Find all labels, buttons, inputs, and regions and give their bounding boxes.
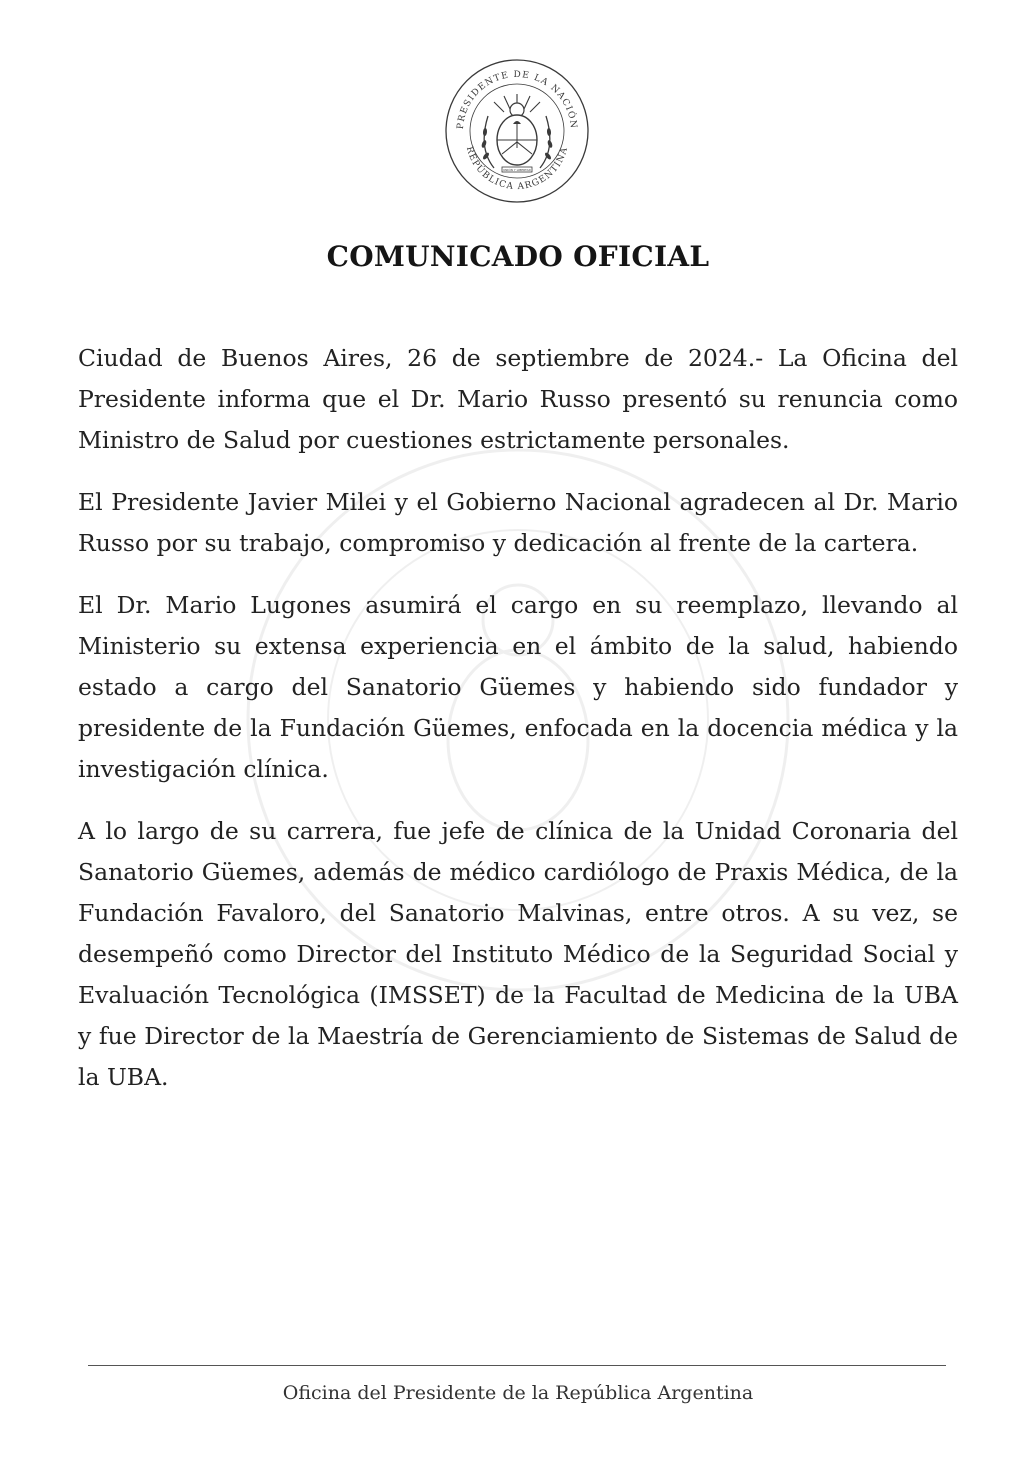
paragraph-2: El Presidente Javier Milei y el Gobierno Nacional agradecen al Dr. Mario Russo por su trabajo, compromiso y dedicación al frente de la cartera. [78,488,958,557]
paragraph-4: A lo largo de su carrera, fue jefe de clínica de la Unidad Coronaria del Sanatorio Güemes, además de médico cardiólogo de Praxis Médica, de la Fundación Favaloro, del Sanatorio Malvinas, entre otros. A su vez, se desempeñó como Director del Instituto Médico de la Seguridad Social y Evaluación Tecnológica (IMSSET) de la Facultad de Medicina de la UBA y fue Director de la Maestría de Gerenciamiento de Sistemas de Salud de la UBA. [78,817,958,1091]
footer-divider [88,1365,946,1366]
presidential-seal-icon [444,58,590,204]
paragraph-3: El Dr. Mario Lugones asumirá el cargo en su reemplazo, llevando al Ministerio su extensa experiencia en el ámbito de la salud, habiendo estado a cargo del Sanatorio Güemes y habiendo sido fundador y presidente de la Fundación Güemes, enfocada en la docencia médica y la investigación clínica. [78,591,958,783]
seal-bottom-text: REPÚBLICA ARGENTINA [463,145,571,193]
paragraph-1: Ciudad de Buenos Aires, 26 de septiembre de 2024.- La Oficina del Presidente informa que el Dr. Mario Russo presentó su renuncia como Ministro de Salud por cuestiones estrictamente personales. [78,344,958,454]
seal-top-text: PRESIDENTE DE LA NACIÓN [455,69,579,130]
footer-text: Oficina del Presidente de la República Argentina [282,1382,754,1404]
document-body [78,338,958,1119]
document-title: COMUNICADO OFICIAL [326,240,710,273]
seal-ribbon-text: UNIÓN Y LIBERTAD [502,168,532,172]
